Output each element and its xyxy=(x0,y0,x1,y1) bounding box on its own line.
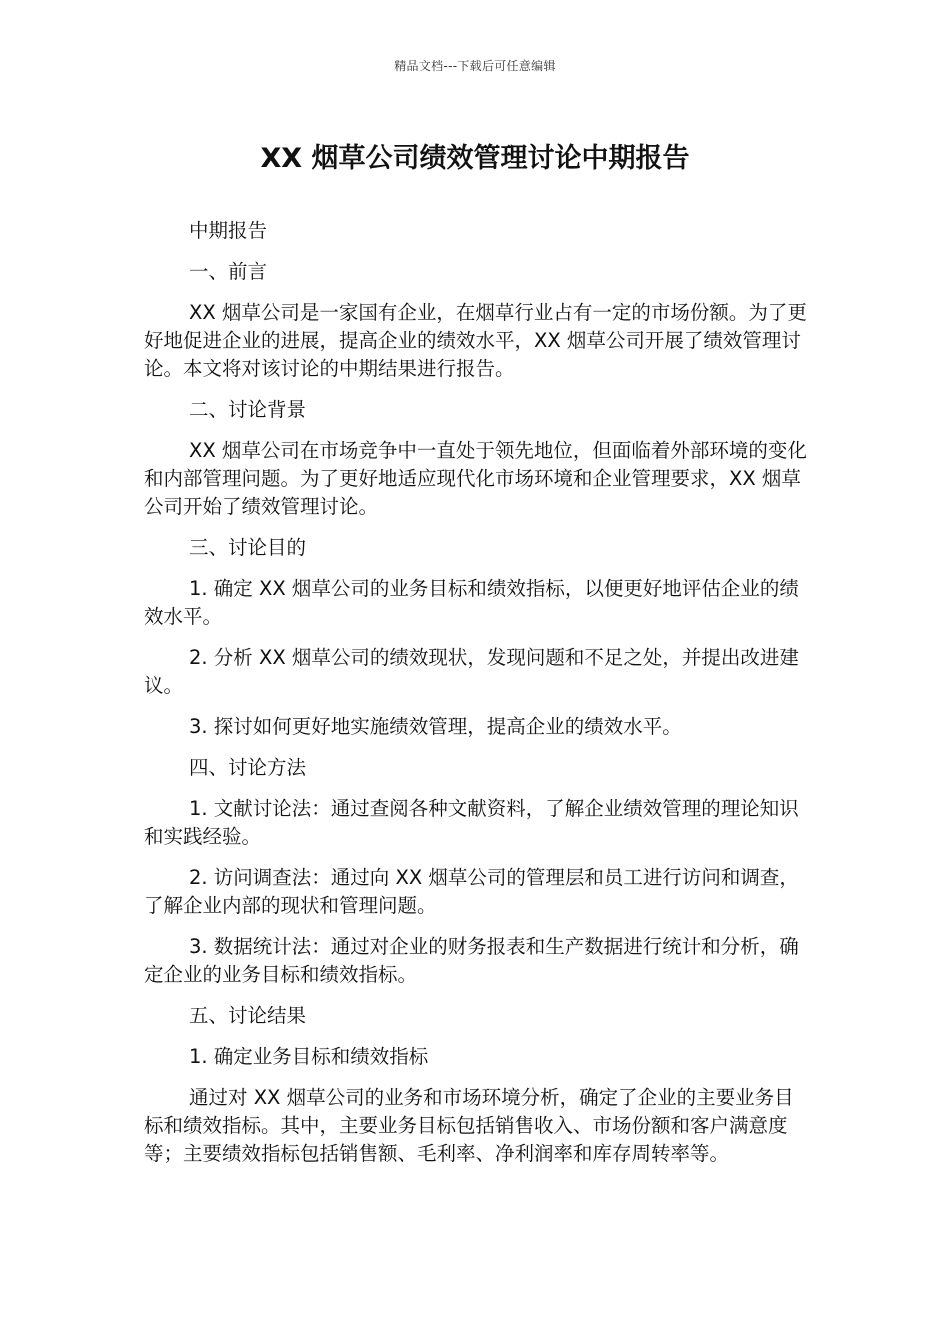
list-item-method-2: 2. 访问调查法：通过向 XX 烟草公司的管理层和员工进行访问和调查，了解企业内部的现状和管理问题。 xyxy=(144,866,799,917)
list-item-method-1: 1. 文献讨论法：通过查阅各种文献资料，了解企业绩效管理的理论知识和实践经验。 xyxy=(144,797,799,848)
list-item-purpose-1: 1. 确定 XX 烟草公司的业务目标和绩效指标，以便更好地评估企业的绩效水平。 xyxy=(144,577,799,628)
subheading-results-1: 1. 确定业务目标和绩效指标 xyxy=(189,1045,429,1068)
list-item-method-3: 3. 数据统计法：通过对企业的财务报表和生产数据进行统计和分析，确定企业的业务目标和绩效指标。 xyxy=(144,935,799,986)
heading-methods: 四、讨论方法 xyxy=(189,756,307,779)
heading-results: 五、讨论结果 xyxy=(189,1004,307,1027)
header-note: 精品文档---下载后可任意编辑 xyxy=(394,59,556,73)
document-title: XX 烟草公司绩效管理讨论中期报告 xyxy=(260,143,690,174)
list-item-purpose-3: 3. 探讨如何更好地实施绩效管理，提高企业的绩效水平。 xyxy=(189,715,682,738)
list-item-purpose-2: 2. 分析 XX 烟草公司的绩效现状，发现问题和不足之处，并提出改进建议。 xyxy=(144,646,799,697)
paragraph-background: XX 烟草公司在市场竞争中一直处于领先地位，但面临着外部环境的变化和内部管理问题。为了更好地适应现代化市场环境和企业管理要求，XX 烟草公司开始了绩效管理讨论。 xyxy=(144,439,807,518)
heading-interim-report: 中期报告 xyxy=(189,219,268,242)
paragraph-results-1: 通过对 XX 烟草公司的业务和市场环境分析，确定了企业的主要业务目标和绩效指标。其中，主要业务目标包括销售收入、市场份额和客户满意度等；主要绩效指标包括销售额、毛利率、净利润率和库存周转率等。 xyxy=(144,1086,794,1165)
document-body xyxy=(144,217,812,1181)
paragraph-preface: XX 烟草公司是一家国有企业，在烟草行业占有一定的市场份额。为了更好地促进企业的进展，提高企业的绩效水平，XX 烟草公司开展了绩效管理讨论。本文将对该讨论的中期结果进行报告。 xyxy=(144,301,807,380)
heading-purpose: 三、讨论目的 xyxy=(189,536,307,559)
heading-preface: 一、前言 xyxy=(189,260,268,283)
heading-background: 二、讨论背景 xyxy=(189,398,307,421)
